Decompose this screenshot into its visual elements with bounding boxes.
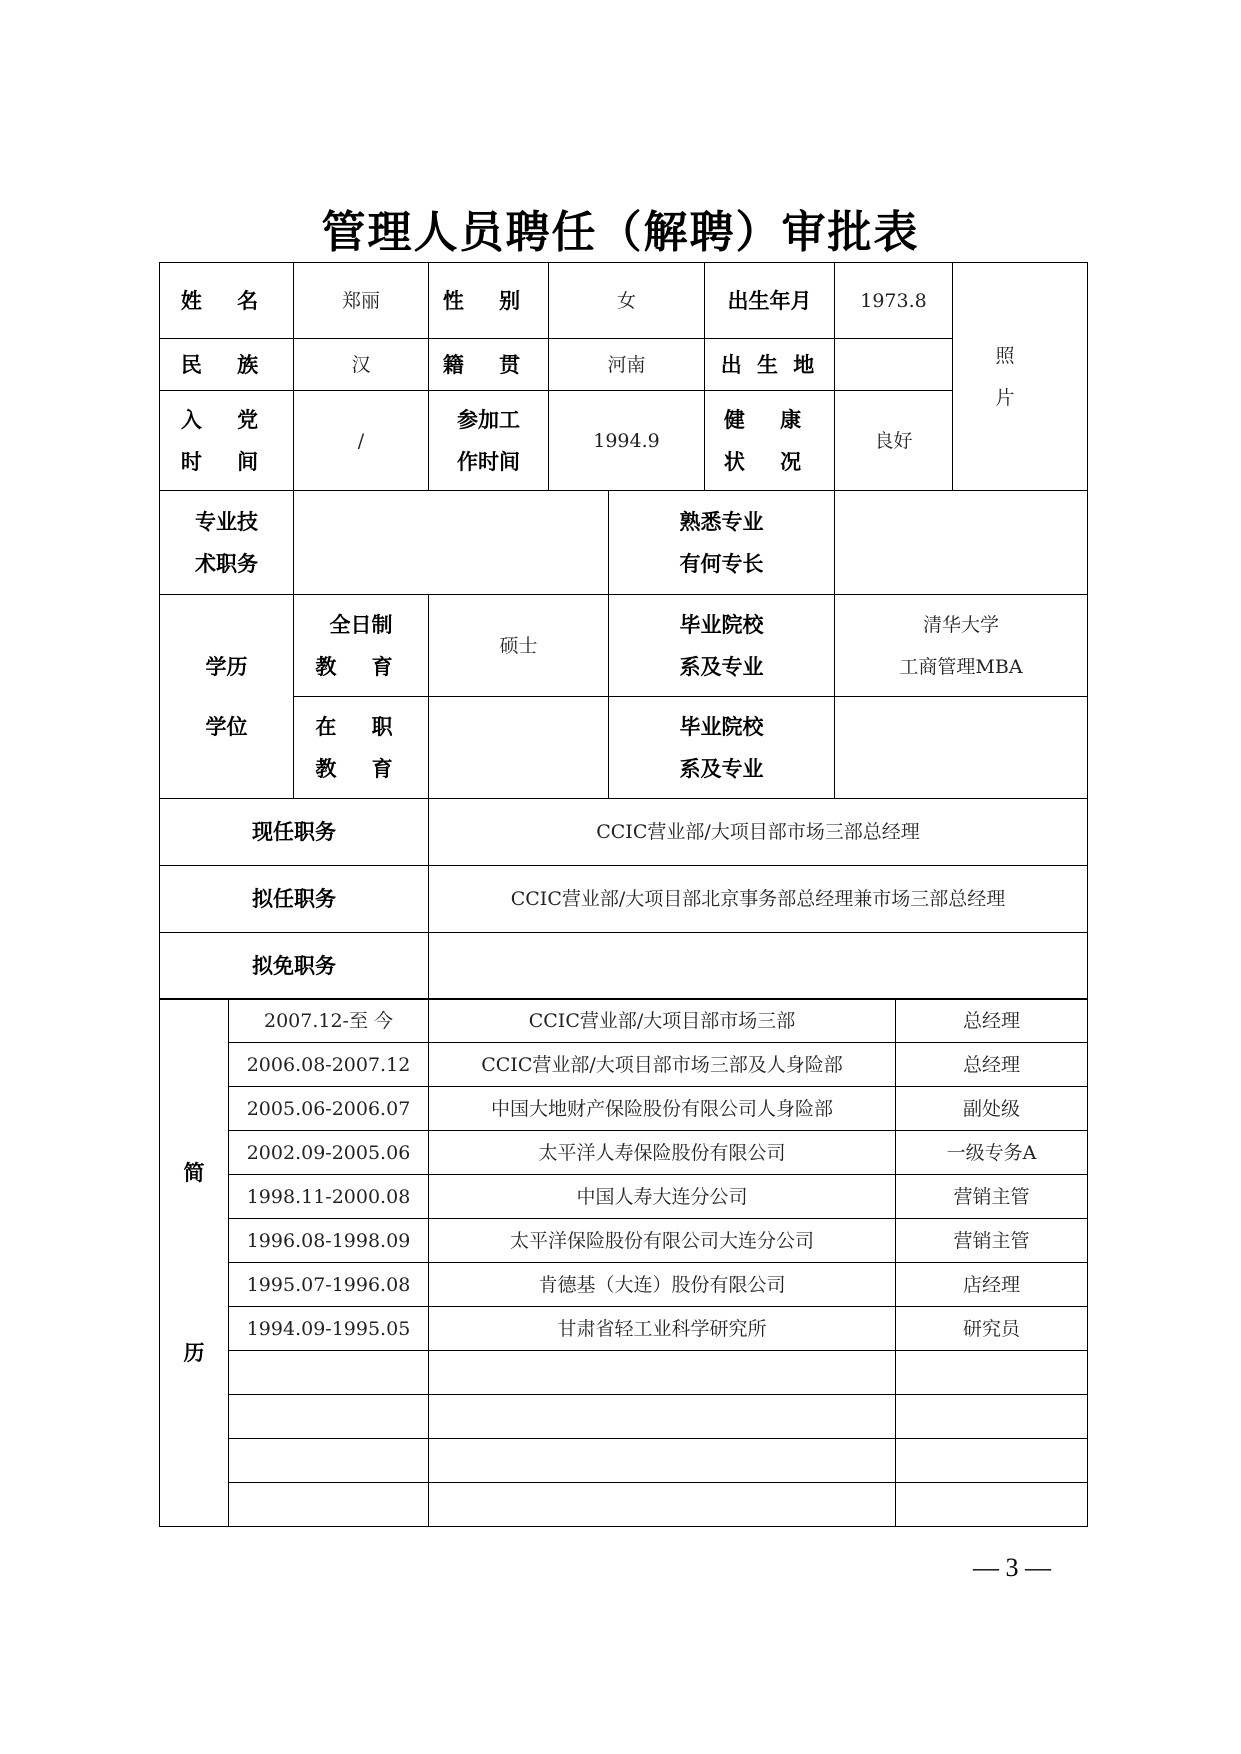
specialty-label-line2: 有何专长 <box>679 551 764 576</box>
specialty-label <box>609 491 835 595</box>
personal-info-table <box>159 262 1088 491</box>
resume-period-cell[interactable] <box>229 1483 429 1527</box>
fulltime-school-value[interactable] <box>835 595 1088 697</box>
proposed-position-value[interactable]: CCIC营业部/大项目部北京事务部总经理兼市场三部总经理 <box>429 866 1088 933</box>
resume-row <box>160 1351 1088 1395</box>
photo-box[interactable]: 照 片 <box>953 263 1088 491</box>
resume-title-cell[interactable]: 总经理 <box>896 999 1088 1043</box>
education-label-line2: 学位 <box>205 714 248 739</box>
parttime-school-label <box>609 697 835 799</box>
resume-row <box>160 1131 1088 1175</box>
parttime-school-label-line1: 毕业院校 <box>679 714 764 739</box>
proposed-position-label: 拟任职务 <box>160 866 429 933</box>
parttime-label-line2: 教 育 <box>315 756 407 781</box>
health-label <box>705 391 835 491</box>
tech-title-label-line1: 专业技 <box>195 509 258 534</box>
name-label: 姓 名 <box>160 263 294 339</box>
parttime-education-label <box>294 697 429 799</box>
resume-row <box>160 1043 1088 1087</box>
resume-title-cell[interactable]: 店经理 <box>896 1263 1088 1307</box>
resume-title-cell[interactable]: 总经理 <box>896 1043 1088 1087</box>
fulltime-school-name: 清华大学 <box>922 613 999 636</box>
resume-period-cell[interactable] <box>229 1395 429 1439</box>
fulltime-school-label <box>609 595 835 697</box>
work-start-label <box>429 391 549 491</box>
resume-row <box>160 1263 1088 1307</box>
page-title: 管理人员聘任（解聘）审批表 <box>321 207 920 258</box>
work-start-label-line2: 作时间 <box>457 449 520 474</box>
resume-organization-cell[interactable] <box>429 1439 896 1483</box>
parttime-school-value[interactable] <box>835 697 1088 799</box>
resume-title-cell[interactable]: 营销主管 <box>896 1175 1088 1219</box>
resume-row <box>160 1175 1088 1219</box>
birthplace-label: 出 生 地 <box>705 339 835 391</box>
resume-organization-cell[interactable]: 中国人寿大连分公司 <box>429 1175 896 1219</box>
resume-row <box>160 1219 1088 1263</box>
resume-period-cell[interactable]: 1994.09-1995.05 <box>229 1307 429 1351</box>
resume-period-cell[interactable]: 1998.11-2000.08 <box>229 1175 429 1219</box>
resume-period-cell[interactable]: 1996.08-1998.09 <box>229 1219 429 1263</box>
name-value[interactable]: 郑丽 <box>294 263 429 339</box>
native-place-label: 籍 贯 <box>429 339 549 391</box>
resume-organization-cell[interactable]: 太平洋人寿保险股份有限公司 <box>429 1131 896 1175</box>
health-label-line2: 状 况 <box>723 449 816 474</box>
education-label <box>160 595 294 799</box>
removed-position-label: 拟免职务 <box>160 933 429 1000</box>
fulltime-school-label-line2: 系及专业 <box>679 654 764 679</box>
health-label-line1: 健 康 <box>723 407 816 432</box>
party-date-value[interactable]: / <box>294 391 429 491</box>
resume-period-cell[interactable]: 2002.09-2005.06 <box>229 1131 429 1175</box>
qualification-table <box>159 490 1088 1000</box>
resume-organization-cell[interactable] <box>429 1351 896 1395</box>
fulltime-label-line2: 教 育 <box>315 654 407 679</box>
fulltime-school-major: 工商管理MBA <box>899 655 1023 678</box>
work-start-label-line1: 参加工 <box>457 407 520 432</box>
specialty-value[interactable] <box>835 491 1088 595</box>
resume-row <box>160 1395 1088 1439</box>
resume-row <box>160 1307 1088 1351</box>
page-number: — 3 — <box>973 1553 1051 1582</box>
resume-title-cell[interactable] <box>896 1439 1088 1483</box>
resume-organization-cell[interactable]: 太平洋保险股份有限公司大连分公司 <box>429 1219 896 1263</box>
parttime-degree-value[interactable] <box>429 697 609 799</box>
fulltime-education-label <box>294 595 429 697</box>
fulltime-label-line1: 全日制 <box>329 612 393 637</box>
education-label-line1: 学历 <box>205 654 248 679</box>
resume-title-cell[interactable]: 研究员 <box>896 1307 1088 1351</box>
tech-title-label-line2: 术职务 <box>195 551 258 576</box>
party-date-label-line1: 入 党 <box>180 407 273 432</box>
resume-title-cell[interactable]: 副处级 <box>896 1087 1088 1131</box>
resume-organization-cell[interactable] <box>429 1483 896 1527</box>
resume-row <box>160 1087 1088 1131</box>
resume-title-cell[interactable] <box>896 1395 1088 1439</box>
fulltime-school-label-line1: 毕业院校 <box>679 612 764 637</box>
parttime-school-label-line2: 系及专业 <box>679 756 764 781</box>
resume-table <box>159 998 1088 1527</box>
resume-title-cell[interactable] <box>896 1483 1088 1527</box>
resume-row <box>160 999 1088 1043</box>
native-place-value[interactable]: 河南 <box>549 339 705 391</box>
resume-label-line2: 历 <box>183 1340 205 1365</box>
resume-body <box>160 999 1088 1527</box>
tech-title-value[interactable] <box>294 491 609 595</box>
resume-label <box>160 999 229 1527</box>
resume-title-cell[interactable]: 一级专务A <box>896 1131 1088 1175</box>
removed-position-value[interactable] <box>429 933 1088 1000</box>
current-position-label: 现任职务 <box>160 799 429 866</box>
resume-period-cell[interactable]: 1995.07-1996.08 <box>229 1263 429 1307</box>
resume-period-cell[interactable] <box>229 1351 429 1395</box>
resume-organization-cell[interactable]: 肯德基（大连）股份有限公司 <box>429 1263 896 1307</box>
resume-period-cell[interactable] <box>229 1439 429 1483</box>
resume-organization-cell[interactable]: 甘肃省轻工业科学研究所 <box>429 1307 896 1351</box>
resume-label-line1: 简 <box>183 1160 205 1185</box>
resume-organization-cell[interactable]: 中国大地财产保险股份有限公司人身险部 <box>429 1087 896 1131</box>
current-position-value[interactable]: CCIC营业部/大项目部市场三部总经理 <box>429 799 1088 866</box>
resume-organization-cell[interactable]: CCIC营业部/大项目部市场三部 <box>429 999 896 1043</box>
birth-date-label: 出生年月 <box>705 263 835 339</box>
resume-period-cell[interactable]: 2005.06-2006.07 <box>229 1087 429 1131</box>
work-start-value[interactable]: 1994.9 <box>549 391 705 491</box>
gender-value[interactable]: 女 <box>549 263 705 339</box>
tech-title-label <box>160 491 294 595</box>
resume-period-cell[interactable]: 2006.08-2007.12 <box>229 1043 429 1087</box>
gender-label: 性 别 <box>429 263 549 339</box>
party-date-label-line2: 时 间 <box>180 449 273 474</box>
resume-row <box>160 1439 1088 1483</box>
resume-organization-cell[interactable] <box>429 1395 896 1439</box>
birth-date-value[interactable]: 1973.8 <box>835 263 953 339</box>
parttime-label-line1: 在 职 <box>315 714 407 739</box>
ethnic-value[interactable]: 汉 <box>294 339 429 391</box>
resume-organization-cell[interactable]: CCIC营业部/大项目部市场三部及人身险部 <box>429 1043 896 1087</box>
party-date-label <box>160 391 294 491</box>
resume-title-cell[interactable] <box>896 1351 1088 1395</box>
health-value[interactable]: 良好 <box>835 391 953 491</box>
resume-period-cell[interactable]: 2007.12-至 今 <box>229 999 429 1043</box>
resume-row <box>160 1483 1088 1527</box>
resume-title-cell[interactable]: 营销主管 <box>896 1219 1088 1263</box>
birthplace-value[interactable] <box>835 339 953 391</box>
ethnic-label: 民 族 <box>160 339 294 391</box>
fulltime-degree-value[interactable]: 硕士 <box>429 595 609 697</box>
specialty-label-line1: 熟悉专业 <box>679 509 764 534</box>
